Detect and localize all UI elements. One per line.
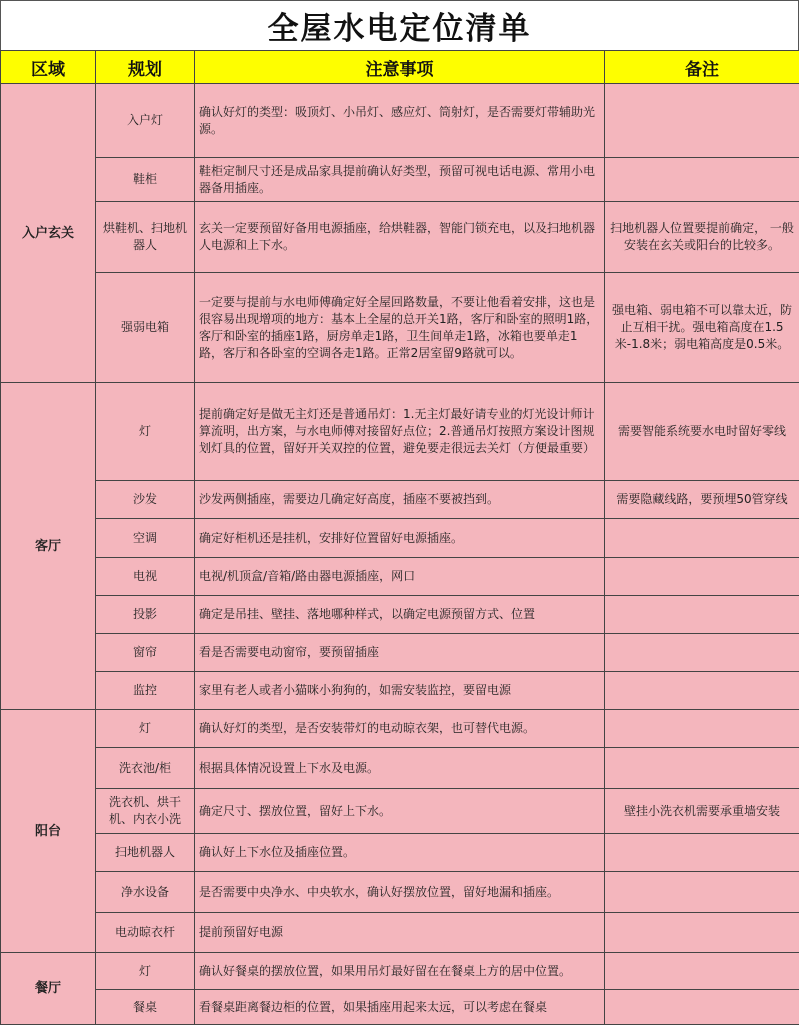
table-row [1,953,799,990]
area-cell: 餐厅 [1,953,96,1025]
table-row [1,834,799,872]
table-row [1,596,799,634]
note-cell: 鞋柜定制尺寸还是成品家具提前确认好类型，预留可视电话电源、常用小电器备用插座。 [195,158,605,202]
plan-cell: 灯 [96,953,195,990]
remark-cell: 强电箱、弱电箱不可以靠太近，防止互相干扰。强电箱高度在1.5米-1.8米；弱电箱高度是0.5米。 [605,273,799,383]
plan-cell: 强弱电箱 [96,273,195,383]
plan-cell: 沙发 [96,481,195,519]
note-cell: 确认好餐桌的摆放位置，如果用吊灯最好留在在餐桌上方的居中位置。 [195,953,605,990]
remark-cell [605,834,799,872]
plan-cell: 烘鞋机、扫地机器人 [96,202,195,273]
remark-cell [605,519,799,558]
table-row [1,710,799,748]
note-cell: 确认好上下水位及插座位置。 [195,834,605,872]
note-cell: 家里有老人或者小猫咪小狗狗的，如需安装监控，要留电源 [195,672,605,710]
plan-cell: 洗衣池/柜 [96,748,195,789]
table-row [1,273,799,383]
plan-cell: 监控 [96,672,195,710]
note-cell: 看是否需要电动窗帘，要预留插座 [195,634,605,672]
note-cell: 确定好柜机还是挂机，安排好位置留好电源插座。 [195,519,605,558]
table-row [1,481,799,519]
note-cell: 确定尺寸、摆放位置，留好上下水。 [195,789,605,834]
area-cell: 客厅 [1,383,96,710]
table-row [1,558,799,596]
remark-cell: 需要智能系统要水电时留好零线 [605,383,799,481]
table-row [1,789,799,834]
table-row [1,84,799,158]
plan-cell: 洗衣机、烘干机、内衣小洗 [96,789,195,834]
remark-cell [605,990,799,1025]
note-cell: 看餐桌距离餐边柜的位置，如果插座用起来太远，可以考虑在餐桌 [195,990,605,1025]
remark-cell [605,913,799,953]
plan-cell: 灯 [96,710,195,748]
plan-cell: 扫地机器人 [96,834,195,872]
remark-cell: 需要隐藏线路，要预埋50管穿线 [605,481,799,519]
plan-cell: 投影 [96,596,195,634]
plan-cell: 净水设备 [96,872,195,913]
note-cell: 是否需要中央净水、中央软水，确认好摆放位置，留好地漏和插座。 [195,872,605,913]
remark-cell: 壁挂小洗衣机需要承重墙安装 [605,789,799,834]
note-cell: 确定是吊挂、壁挂、落地哪种样式，以确定电源预留方式、位置 [195,596,605,634]
checklist-body [1,84,799,1025]
remark-cell [605,84,799,158]
note-cell: 提前预留好电源 [195,913,605,953]
table-row [1,672,799,710]
table-row [1,748,799,789]
table-row [1,202,799,273]
header-row [1,51,799,84]
note-cell: 确认好灯的类型：吸顶灯、小吊灯、感应灯、筒射灯，是否需要灯带辅助光源。 [195,84,605,158]
area-cell: 阳台 [1,710,96,953]
plan-cell: 电动晾衣杆 [96,913,195,953]
table-row [1,913,799,953]
plan-cell: 入户灯 [96,84,195,158]
plan-cell: 窗帘 [96,634,195,672]
table-row [1,519,799,558]
plan-cell: 灯 [96,383,195,481]
remark-cell [605,748,799,789]
note-cell: 确认好灯的类型，是否安装带灯的电动晾衣架，也可替代电源。 [195,710,605,748]
remark-cell [605,596,799,634]
note-cell: 玄关一定要预留好备用电源插座，给烘鞋器，智能门锁充电，以及扫地机器人电源和上下水。 [195,202,605,273]
area-cell: 入户玄关 [1,84,96,383]
header-area: 区域 [1,51,96,84]
remark-cell [605,710,799,748]
plan-cell: 鞋柜 [96,158,195,202]
table-row [1,383,799,481]
plan-cell: 空调 [96,519,195,558]
table-row [1,990,799,1025]
remark-cell [605,158,799,202]
remark-cell [605,872,799,913]
note-cell: 沙发两侧插座，需要边几确定好高度，插座不要被挡到。 [195,481,605,519]
note-cell: 一定要与提前与水电师傅确定好全屋回路数量，不要让他看着安排，这也是很容易出现增项的地方：基本上全屋的总开关1路，客厅和卧室的照明1路，客厅和卧室的插座1路，厨房单走1路，卫生间单走1路，冰箱也要单走1路，客厅和各卧室的空调各走1路。正常2居室留9路就可以。 [195,273,605,383]
table-row [1,872,799,913]
note-cell: 电视/机顶盒/音箱/路由器电源插座，网口 [195,558,605,596]
plan-cell: 电视 [96,558,195,596]
remark-cell [605,672,799,710]
remark-cell: 扫地机器人位置要提前确定， 一般安装在玄关或阳台的比较多。 [605,202,799,273]
header-notes: 注意事项 [195,51,605,84]
plan-cell: 餐桌 [96,990,195,1025]
checklist-table [0,50,799,1025]
remark-cell [605,558,799,596]
header-plan: 规划 [96,51,195,84]
table-row [1,634,799,672]
remark-cell [605,634,799,672]
page-title: 全屋水电定位清单 [0,0,799,50]
table-row [1,158,799,202]
note-cell: 根据具体情况设置上下水及电源。 [195,748,605,789]
note-cell: 提前确定好是做无主灯还是普通吊灯：1.无主灯最好请专业的灯光设计师计算流明，出方案，与水电师傅对接留好点位；2.普通吊灯按照方案设计图规划灯具的位置，留好开关双控的位置，避免要走很远去关灯（方便最重要） [195,383,605,481]
header-remarks: 备注 [605,51,799,84]
remark-cell [605,953,799,990]
